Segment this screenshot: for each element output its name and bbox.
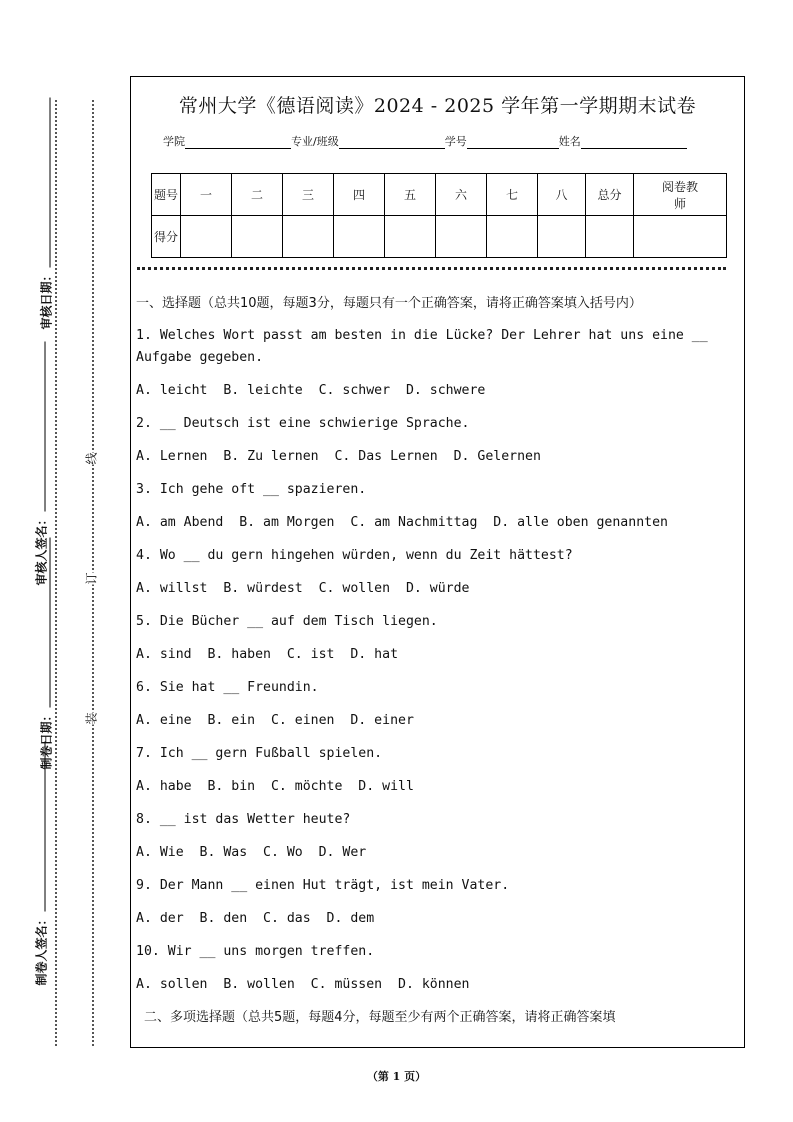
maker-date-blank[interactable] (50, 537, 51, 707)
score-cell[interactable] (436, 216, 487, 258)
question-text: 4. Wo __ du gern hingehen würden, wenn du Zeit hättest? (136, 548, 573, 563)
name-label: 姓名 (558, 135, 581, 148)
question-options: A. eine B. ein C. einen D. einer (136, 713, 414, 728)
question-options: A. Lernen B. Zu lernen C. Das Lernen D. Gelernen (136, 449, 541, 464)
major-field[interactable] (339, 136, 445, 149)
question-options: A. willst B. würdest C. wollen D. würde (136, 581, 470, 596)
score-col-header: 七 (487, 174, 538, 216)
score-cell[interactable] (232, 216, 283, 258)
major-label: 专业/班级 (291, 135, 339, 148)
section1-heading: 一、选择题（总共10题，每题3分，每题只有一个正确答案，请将正确答案填入括号内） (136, 296, 642, 311)
student-id-label: 学号 (444, 135, 467, 148)
score-col-header: 阅卷教师 (634, 174, 727, 216)
score-col-header: 二 (232, 174, 283, 216)
question-options: A. Wie B. Was C. Wo D. Wer (136, 845, 367, 860)
reviewer-date-blank[interactable] (50, 97, 51, 267)
question-number-label: 题号 (152, 174, 181, 216)
reviewer-date-label: 审核日期： (39, 269, 54, 330)
binding-dotted-line-outer (55, 100, 57, 1046)
student-id-field[interactable] (467, 136, 559, 149)
score-cell[interactable] (634, 216, 727, 258)
score-table-score-row (152, 216, 727, 258)
maker-sign-field (33, 741, 50, 985)
score-table-header-row (152, 174, 727, 216)
question-text: 6. Sie hat __ Freundin. (136, 680, 319, 695)
question-text: 2. __ Deutsch ist eine schwierige Sprache. (136, 416, 470, 431)
question-options: A. leicht B. leichte C. schwer D. schwere (136, 383, 486, 398)
binding-line-char: 线 (79, 452, 104, 464)
score-cell[interactable] (181, 216, 232, 258)
score-cell[interactable] (487, 216, 538, 258)
exam-title: 常州大学《德语阅读》2024 - 2025 学年第一学期期末试卷 (178, 95, 697, 117)
question-text: 10. Wir __ uns morgen treffen. (136, 944, 375, 959)
score-cell[interactable] (538, 216, 586, 258)
score-cell[interactable] (586, 216, 634, 258)
reviewer-sign-label: 审核人签名： (34, 513, 49, 586)
question-options: A. sind B. haben C. ist D. hat (136, 647, 399, 662)
score-label: 得分 (152, 216, 181, 258)
question-text: 8. __ ist das Wetter heute? (136, 812, 351, 827)
question-options: A. sollen B. wollen C. müssen D. können (136, 977, 470, 992)
question-text: 9. Der Mann __ einen Hut trägt, ist mein Vater. (136, 878, 510, 893)
score-col-header: 四 (334, 174, 385, 216)
score-cell[interactable] (385, 216, 436, 258)
binding-seal-char: 装 (79, 712, 104, 724)
question-text: 7. Ich __ gern Fußball spielen. (136, 746, 383, 761)
college-label: 学院 (163, 135, 185, 148)
page-number: （第 1 页） (366, 1070, 427, 1083)
reviewer-sign-blank[interactable] (45, 341, 46, 511)
student-info-row (163, 133, 687, 149)
dotted-separator (137, 267, 726, 270)
score-cell[interactable] (283, 216, 334, 258)
question-options: A. der B. den C. das D. dem (136, 911, 375, 926)
binding-bind-char: 订 (79, 572, 104, 584)
maker-sign-blank[interactable] (45, 741, 46, 911)
score-table (151, 173, 727, 258)
score-col-header: 三 (283, 174, 334, 216)
score-cell[interactable] (334, 216, 385, 258)
score-col-header: 总分 (586, 174, 634, 216)
reviewer-date-field (38, 97, 55, 329)
exam-content (136, 293, 739, 1039)
exam-frame (130, 76, 745, 1048)
maker-date-label: 制卷日期： (39, 709, 54, 770)
college-field[interactable] (185, 136, 291, 149)
question-options: A. habe B. bin C. möchte D. will (136, 779, 414, 794)
name-field[interactable] (581, 136, 687, 149)
score-col-header: 六 (436, 174, 487, 216)
maker-sign-label: 制卷人签名： (34, 913, 49, 986)
question-options: A. am Abend B. am Morgen C. am Nachmittag D. alle oben genannten (136, 515, 668, 530)
score-col-header: 五 (385, 174, 436, 216)
section2-heading: 二、多项选择题（总共5题，每题4分，每题至少有两个正确答案，请将正确答案填 (144, 1010, 616, 1025)
question-text: 3. Ich gehe oft __ spazieren. (136, 482, 367, 497)
score-col-header: 八 (538, 174, 586, 216)
maker-date-field (38, 537, 55, 769)
question-text: 5. Die Bücher __ auf dem Tisch liegen. (136, 614, 438, 629)
question-text: 1. Welches Wort passt am besten in die Lücke? Der Lehrer hat uns eine __ Aufgabe gegeben. (136, 328, 716, 365)
score-col-header: 一 (181, 174, 232, 216)
